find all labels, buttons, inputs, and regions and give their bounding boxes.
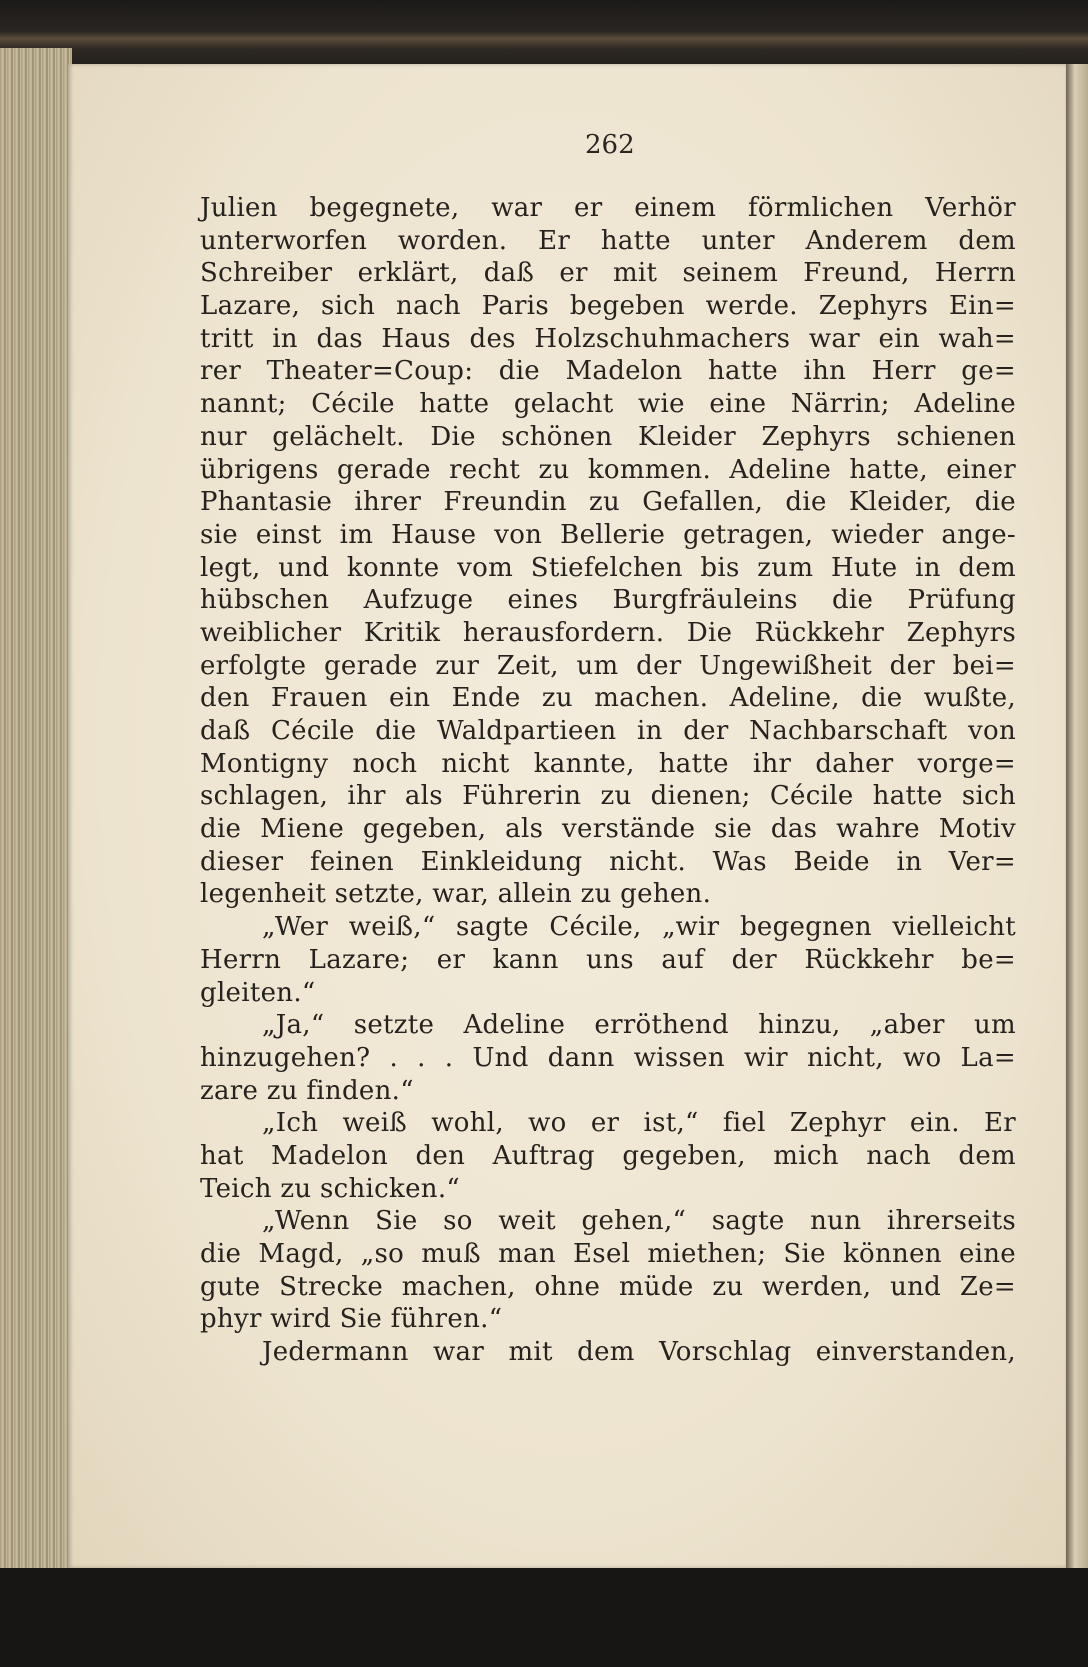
text-line: nur gelächelt. Die schönen Kleider Zephyrs schienen [200,421,1016,452]
text-line: hinzugehen? . . . Und dann wissen wir nicht, wo La= [200,1042,1016,1073]
text-line: die Magd, „so muß man Esel miethen; Sie können eine [200,1239,1016,1269]
text-line: phyr wird Sie führen.“ [200,1304,503,1335]
text-line: gute Strecke machen, ohne müde zu werden, und Ze= [200,1271,1016,1302]
text-line: hat Madelon den Auftrag gegeben, mich nach dem [200,1140,1016,1171]
book-cover-top [0,0,1088,70]
text-line: zare zu finden.“ [200,1075,414,1106]
text-line: schlagen, ihr als Führerin zu dienen; Cécile hatte sich [200,781,1016,812]
book-cover-bottom [0,1568,1088,1667]
text-line: sie einst im Hause von Bellerie getragen, wieder ange- [200,519,1016,550]
text-line: tritt in das Haus des Holzschuhmachers war ein wah= [200,323,1016,354]
text-line: dieser feinen Einkleidung nicht. Was Beide in Ver= [200,846,1016,877]
text-line: hübschen Aufzuge eines Burgfräuleins die Prüfung [200,585,1016,616]
text-line: erfolgte gerade zur Zeit, um der Ungewißheit der bei= [200,650,1016,681]
page-stack-edge [0,48,72,1578]
body-text [200,192,1016,1369]
text-line: „Ja,“ setzte Adeline erröthend hinzu, „aber um [262,1010,1016,1041]
text-line: gleiten.“ [200,977,316,1008]
text-line: weiblicher Kritik herausfordern. Die Rückkehr Zephyrs [200,617,1016,648]
text-line: „Ich weiß wohl, wo er ist,“ fiel Zephyr ein. Er [262,1108,1016,1139]
text-line: „Wer weiß,“ sagte Cécile, „wir begegnen vielleicht [262,912,1016,943]
text-line: Montigny noch nicht kannte, hatte ihr daher vorge= [200,748,1016,779]
text-line: übrigens gerade recht zu kommen. Adeline hatte, einer [200,454,1016,485]
text-line: rer Theater=Coup: die Madelon hatte ihn Herr ge= [200,356,1016,387]
book-gutter [1066,64,1088,1568]
text-line: Jedermann war mit dem Vorschlag einverstanden, [262,1337,1016,1368]
text-line: Teich zu schicken.“ [200,1173,460,1204]
text-line: legenheit setzte, war, allein zu gehen. [200,879,712,910]
text-line: unterworfen worden. Er hatte unter Anderem dem [200,225,1016,256]
text-line: Lazare, sich nach Paris begeben werde. Zephyrs Ein= [200,291,1016,322]
page-number: 262 [585,130,635,160]
text-line: daß Cécile die Waldpartieen in der Nachbarschaft von [200,716,1016,746]
text-line: die Miene gegeben, als verstände sie das wahre Motiv [200,814,1016,845]
text-line: „Wenn Sie so weit gehen,“ sagte nun ihrerseits [262,1206,1016,1237]
text-line: Schreiber erklärt, daß er mit seinem Freund, Herrn [200,258,1016,289]
text-line: Julien begegnete, war er einem förmlichen Verhör [200,193,1016,223]
text-line: legt, und konnte vom Stiefelchen bis zum Hute in dem [200,552,1016,583]
text-line: Phantasie ihrer Freundin zu Gefallen, die Kleider, die [200,487,1016,518]
text-line: Herrn Lazare; er kann uns auf der Rückkehr be= [200,944,1016,975]
text-line: nannt; Cécile hatte gelacht wie eine Närrin; Adeline [200,389,1016,420]
text-line: den Frauen ein Ende zu machen. Adeline, die wußte, [200,683,1016,714]
